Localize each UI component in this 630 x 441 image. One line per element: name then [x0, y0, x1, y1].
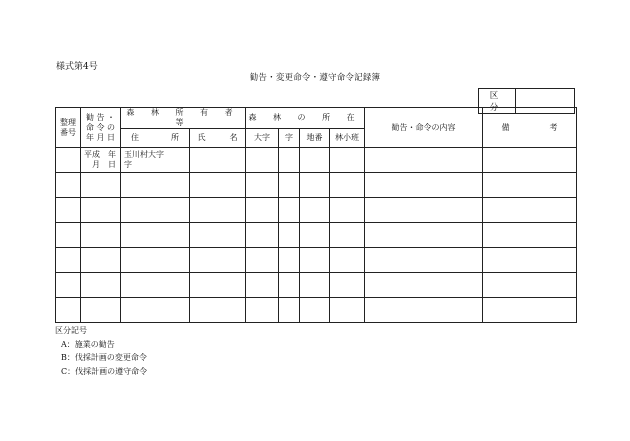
table-cell[interactable]: [190, 298, 246, 323]
header-chiban: 地番: [300, 129, 330, 148]
header-shinrin-location: 森 林 の 所 在: [246, 108, 365, 129]
table-cell[interactable]: [365, 223, 483, 248]
table-cell[interactable]: [190, 248, 246, 273]
table-cell[interactable]: [246, 148, 279, 173]
table-cell[interactable]: [483, 173, 577, 198]
table-cell[interactable]: [300, 173, 330, 198]
table-cell[interactable]: [121, 223, 190, 248]
table-cell[interactable]: [330, 273, 365, 298]
table-cell[interactable]: [300, 223, 330, 248]
table-cell[interactable]: [81, 173, 121, 198]
table-cell[interactable]: [81, 198, 121, 223]
table-row: [56, 298, 577, 323]
table-cell[interactable]: [56, 173, 81, 198]
table-cell[interactable]: [483, 198, 577, 223]
table-cell[interactable]: [81, 248, 121, 273]
table-cell[interactable]: [56, 273, 81, 298]
legend-item-b: B：伐採計画の変更命令: [61, 353, 147, 362]
table-cell[interactable]: [483, 298, 577, 323]
date-cell[interactable]: 平成 年 月 日: [81, 148, 121, 173]
table-cell[interactable]: [365, 198, 483, 223]
table-cell[interactable]: [246, 223, 279, 248]
table-row: [56, 198, 577, 223]
header-kankoku-date: 勧 告 ・ 命 令 の 年 月 日: [81, 108, 121, 148]
table-cell[interactable]: [246, 248, 279, 273]
table-cell[interactable]: [56, 298, 81, 323]
table-cell[interactable]: [330, 223, 365, 248]
table-cell[interactable]: [246, 273, 279, 298]
address-cell[interactable]: 玉川村大字 字: [121, 148, 190, 173]
table-cell[interactable]: [121, 248, 190, 273]
table-row: [56, 223, 577, 248]
table-cell[interactable]: [190, 148, 246, 173]
kubun-label: 区 分: [479, 89, 516, 114]
table-cell[interactable]: [330, 198, 365, 223]
table-row: [56, 273, 577, 298]
legend-item-c: C：伐採計画の遵守命令: [61, 366, 148, 376]
table-cell[interactable]: [300, 248, 330, 273]
table-cell[interactable]: [246, 298, 279, 323]
legend-item-a: A：施業の勧告: [61, 339, 115, 349]
table-cell[interactable]: [81, 273, 121, 298]
table-cell[interactable]: [365, 248, 483, 273]
table-cell[interactable]: [279, 273, 300, 298]
table-cell[interactable]: [56, 223, 81, 248]
header-oaza: 大字: [246, 129, 279, 148]
table-row: [56, 248, 577, 273]
table-cell[interactable]: [330, 148, 365, 173]
table-cell[interactable]: [121, 198, 190, 223]
table-row: [56, 173, 577, 198]
table-cell[interactable]: [279, 173, 300, 198]
table-cell[interactable]: [483, 273, 577, 298]
table-cell[interactable]: [483, 223, 577, 248]
table-cell[interactable]: [279, 198, 300, 223]
table-cell[interactable]: [300, 198, 330, 223]
legend: [55, 324, 147, 378]
table-cell[interactable]: [365, 148, 483, 173]
table-cell[interactable]: [246, 198, 279, 223]
header-seiri-bango: 整理 番号: [56, 108, 81, 148]
table-cell[interactable]: [190, 273, 246, 298]
legend-title: 区分記号: [55, 326, 87, 335]
table-cell[interactable]: [330, 248, 365, 273]
table-cell[interactable]: [483, 148, 577, 173]
table-cell[interactable]: [190, 198, 246, 223]
table-cell[interactable]: [121, 298, 190, 323]
table-cell[interactable]: [300, 148, 330, 173]
table-cell[interactable]: [279, 223, 300, 248]
page-title: 勧告・変更命令・遵守命令記録簿: [249, 73, 381, 83]
table-cell[interactable]: [190, 223, 246, 248]
table-cell[interactable]: [330, 173, 365, 198]
table-cell[interactable]: [56, 198, 81, 223]
header-aza: 字: [279, 129, 300, 148]
table-cell[interactable]: [121, 273, 190, 298]
table-cell[interactable]: [365, 298, 483, 323]
table-cell[interactable]: [300, 298, 330, 323]
table-cell[interactable]: [279, 298, 300, 323]
table-cell[interactable]: [330, 298, 365, 323]
table-cell[interactable]: [56, 248, 81, 273]
table-cell[interactable]: [300, 273, 330, 298]
table-cell[interactable]: [246, 173, 279, 198]
header-rinsho: 林小班: [330, 129, 365, 148]
record-table: [55, 107, 577, 323]
header-shimei: 氏 名: [190, 129, 246, 148]
table-cell[interactable]: [365, 173, 483, 198]
header-naiyou: 勧告・命令の内容: [365, 108, 483, 148]
table-cell[interactable]: [81, 298, 121, 323]
header-jusho: 住 所: [121, 129, 190, 148]
table-cell[interactable]: [365, 273, 483, 298]
header-biko: 備 考: [483, 108, 577, 148]
table-cell[interactable]: [56, 148, 81, 173]
table-cell[interactable]: [279, 148, 300, 173]
table-cell[interactable]: [279, 248, 300, 273]
table-cell[interactable]: [483, 248, 577, 273]
table-cell[interactable]: [121, 173, 190, 198]
table-row: [56, 148, 577, 173]
table-cell[interactable]: [190, 173, 246, 198]
header-shinrin-owner: 森 林 所 有 者 等: [121, 108, 246, 129]
table-cell[interactable]: [81, 223, 121, 248]
form-number: 様式第4号: [56, 62, 98, 72]
